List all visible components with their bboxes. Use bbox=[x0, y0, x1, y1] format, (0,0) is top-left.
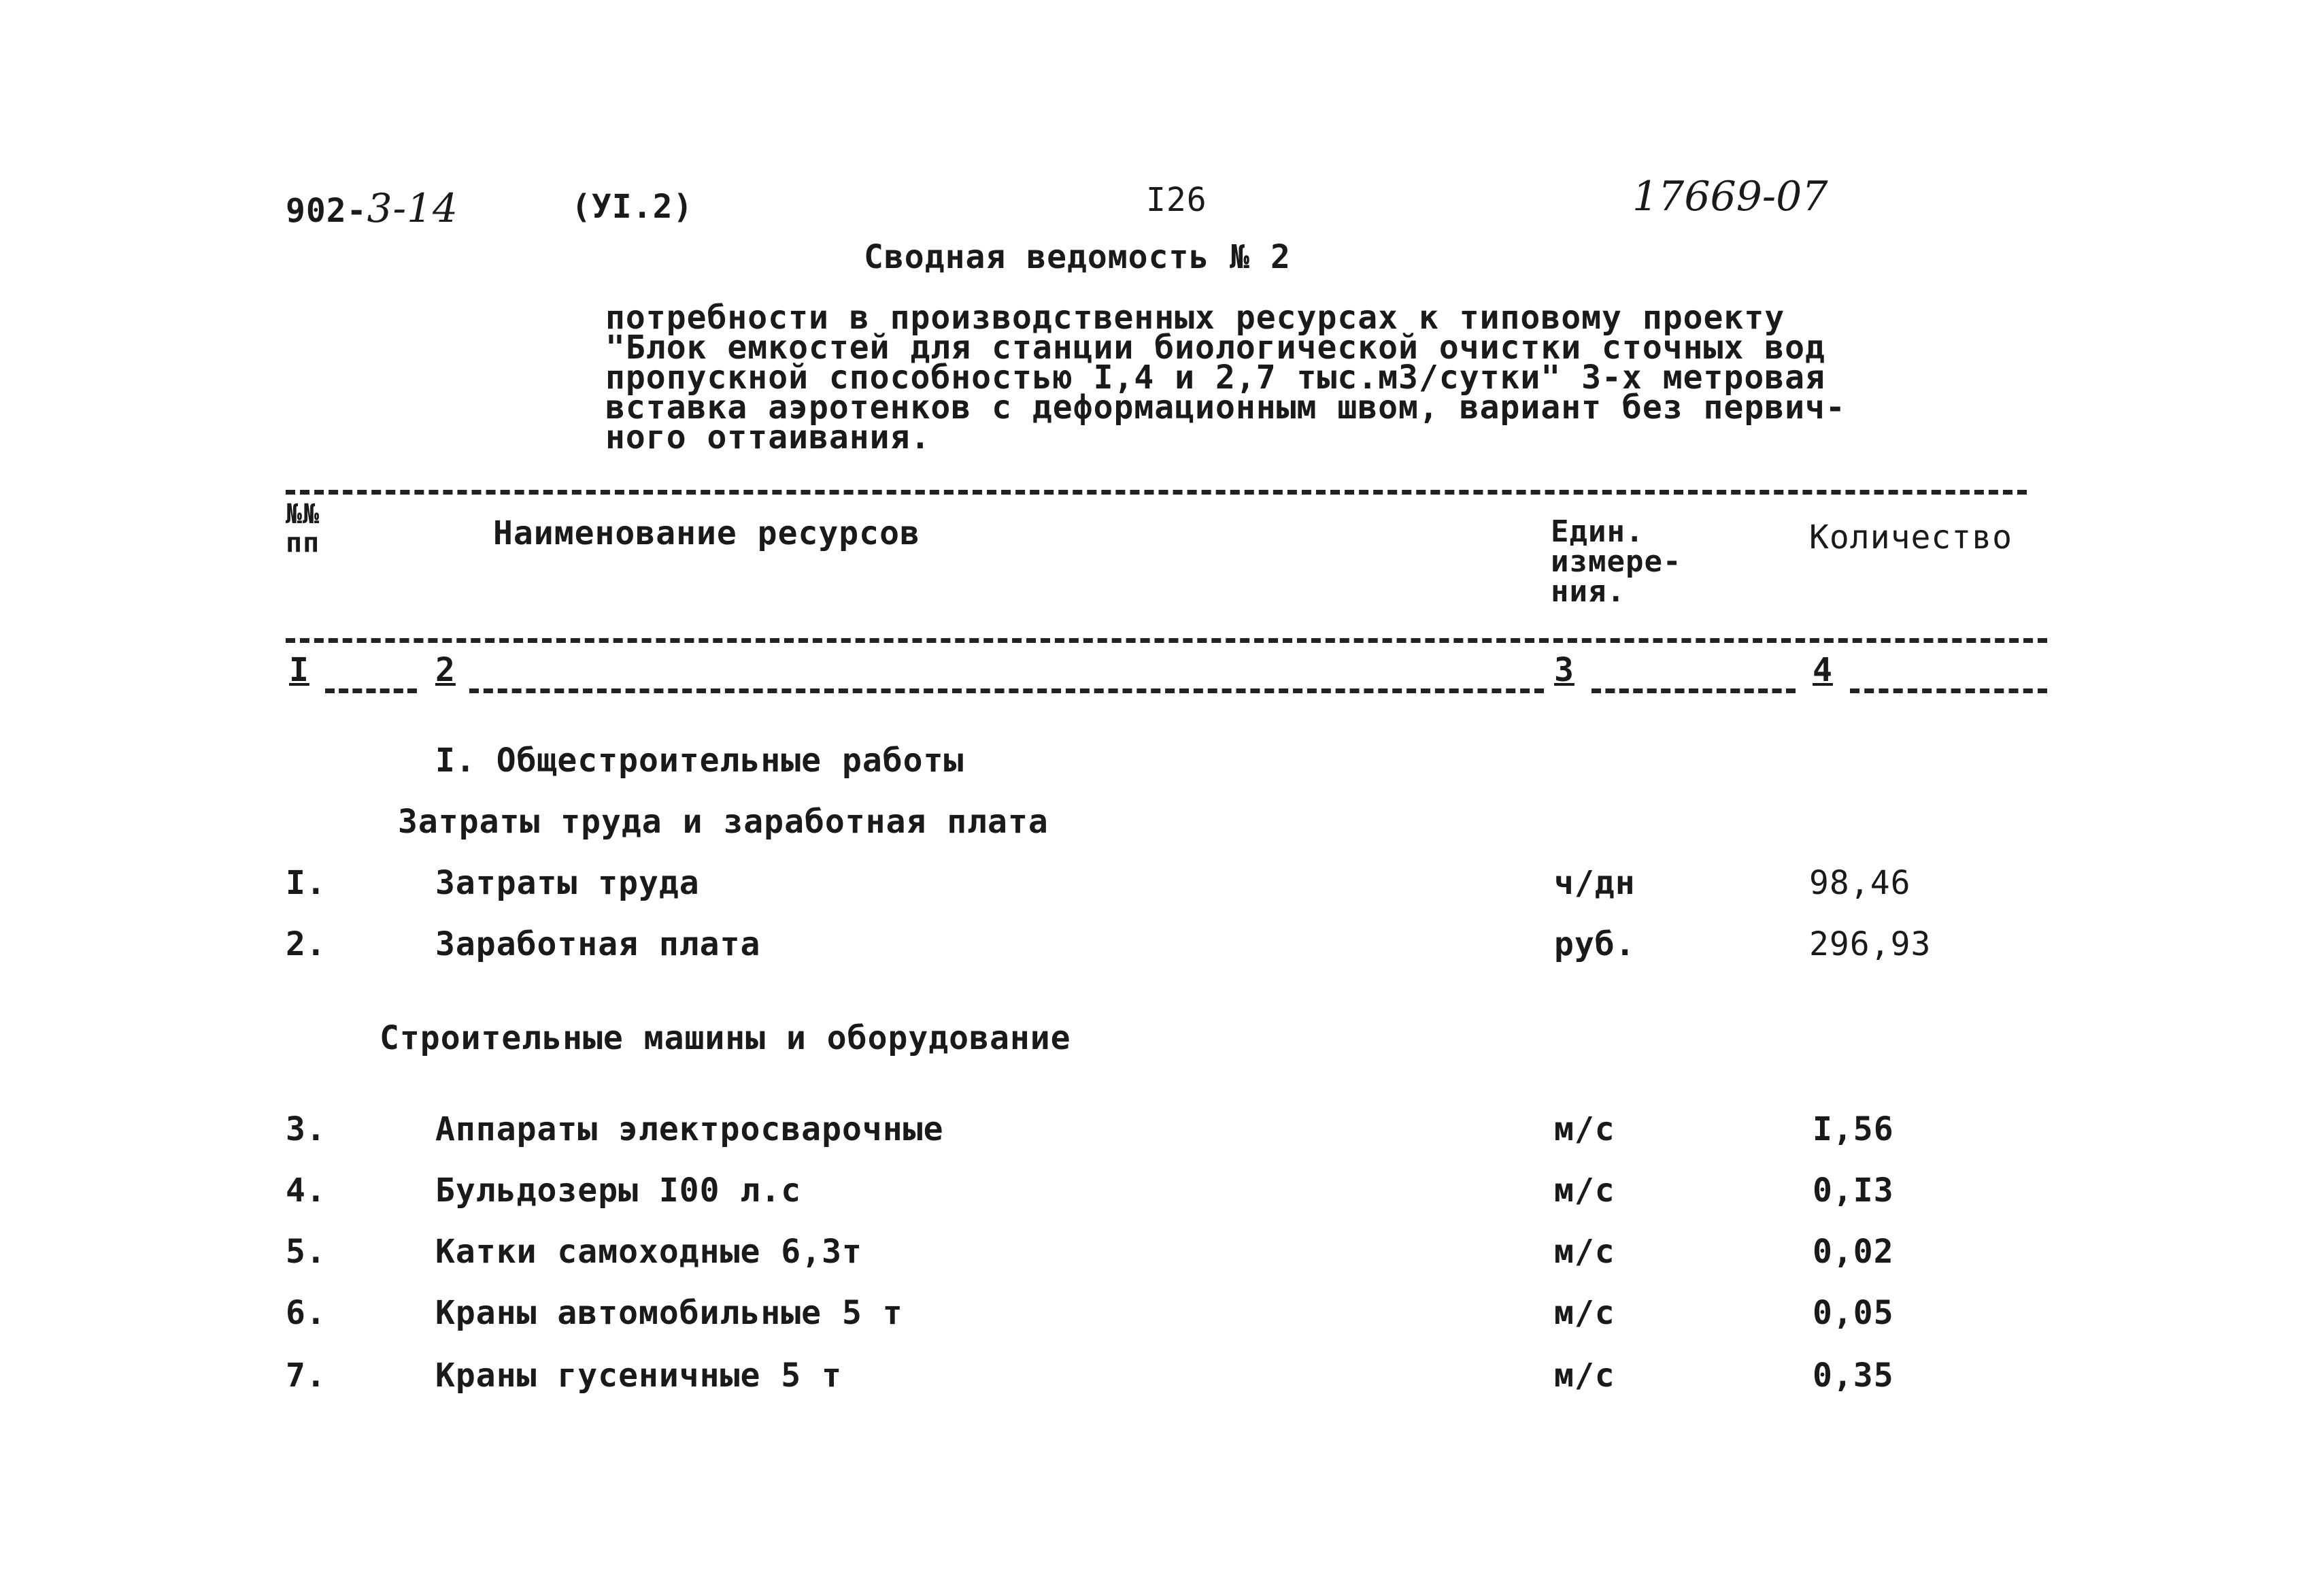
row-num: I. bbox=[286, 864, 326, 902]
column-numbers-rule-4 bbox=[1850, 688, 2047, 693]
row-unit: м/с bbox=[1554, 1357, 1615, 1395]
row-name: Катки самоходные 6,3т bbox=[435, 1233, 862, 1271]
description-line: ного оттаивания. bbox=[605, 418, 931, 456]
document-code bbox=[286, 185, 458, 231]
description-line: пропускной способностью I,4 и 2,7 тыс.м3/сутки" 3-х метровая bbox=[605, 359, 1825, 397]
row-qty: 0,02 bbox=[1813, 1233, 1894, 1271]
column-number-3: 3 bbox=[1554, 651, 1574, 689]
document-code-handwritten: 3-14 bbox=[367, 185, 458, 231]
header-qty: Количество bbox=[1809, 518, 2013, 556]
inventory-number: 17669-07 bbox=[1632, 173, 1828, 220]
row-num: 6. bbox=[286, 1294, 326, 1332]
header-name: Наименование ресурсов bbox=[493, 514, 920, 552]
table-top-rule bbox=[286, 490, 2027, 495]
row-name: Бульдозеры I00 л.с bbox=[435, 1171, 802, 1210]
description-line: "Блок емкостей для станции биологической очистки сточных вод bbox=[605, 329, 1825, 367]
row-qty: 0,05 bbox=[1813, 1294, 1894, 1332]
row-num: 7. bbox=[286, 1357, 326, 1395]
column-numbers-rule-3 bbox=[1592, 688, 1796, 693]
section-code: (УI.2) bbox=[571, 188, 694, 226]
description-line: потребности в производственных ресурсах к типовому проекту bbox=[605, 299, 1785, 337]
row-unit: ч/дн bbox=[1554, 864, 1636, 902]
header-bottom-rule bbox=[286, 638, 2047, 643]
row-name: Аппараты электросварочные bbox=[435, 1110, 944, 1148]
header-num: №№ пп bbox=[286, 499, 320, 559]
row-qty: 0,35 bbox=[1813, 1357, 1894, 1395]
column-numbers-rule-2 bbox=[469, 688, 1544, 693]
description bbox=[605, 299, 1846, 456]
row-qty: 296,93 bbox=[1809, 925, 1932, 963]
group-title: Затраты труда и заработная плата bbox=[398, 803, 1049, 841]
row-num: 3. bbox=[286, 1110, 326, 1148]
header-unit bbox=[1551, 514, 1682, 609]
row-num: 5. bbox=[286, 1233, 326, 1271]
header-unit-line: ния. bbox=[1551, 574, 1626, 609]
row-qty: I,56 bbox=[1813, 1110, 1894, 1148]
column-number-4: 4 bbox=[1813, 651, 1833, 689]
description-line: вставка аэротенков с деформационным швом, вариант без первич- bbox=[605, 388, 1846, 427]
column-number-1: I bbox=[289, 651, 309, 689]
row-name: Затраты труда bbox=[435, 864, 700, 902]
row-qty: 98,46 bbox=[1809, 864, 1911, 902]
row-name: Краны автомобильные 5 т bbox=[435, 1294, 903, 1332]
section-title: I. Общестроительные работы bbox=[435, 742, 964, 780]
column-numbers-rule-1 bbox=[325, 688, 417, 693]
page-number: I26 bbox=[1146, 181, 1207, 219]
row-qty: 0,I3 bbox=[1813, 1171, 1894, 1210]
row-name: Заработная плата bbox=[435, 925, 761, 963]
row-num: 4. bbox=[286, 1171, 326, 1210]
row-num: 2. bbox=[286, 925, 326, 963]
row-unit: руб. bbox=[1554, 925, 1636, 963]
row-unit: м/с bbox=[1554, 1233, 1615, 1271]
page-title: Сводная ведомость № 2 bbox=[864, 238, 1291, 276]
header-unit-line: измере- bbox=[1551, 544, 1682, 579]
row-unit: м/с bbox=[1554, 1110, 1615, 1148]
document-code-printed: 902- bbox=[286, 192, 367, 230]
group-title: Строительные машины и оборудование bbox=[380, 1019, 1071, 1057]
column-number-2: 2 bbox=[435, 651, 456, 689]
row-unit: м/с bbox=[1554, 1171, 1615, 1210]
row-unit: м/с bbox=[1554, 1294, 1615, 1332]
row-name: Краны гусеничные 5 т bbox=[435, 1357, 842, 1395]
header-unit-line: Един. bbox=[1551, 514, 1645, 549]
